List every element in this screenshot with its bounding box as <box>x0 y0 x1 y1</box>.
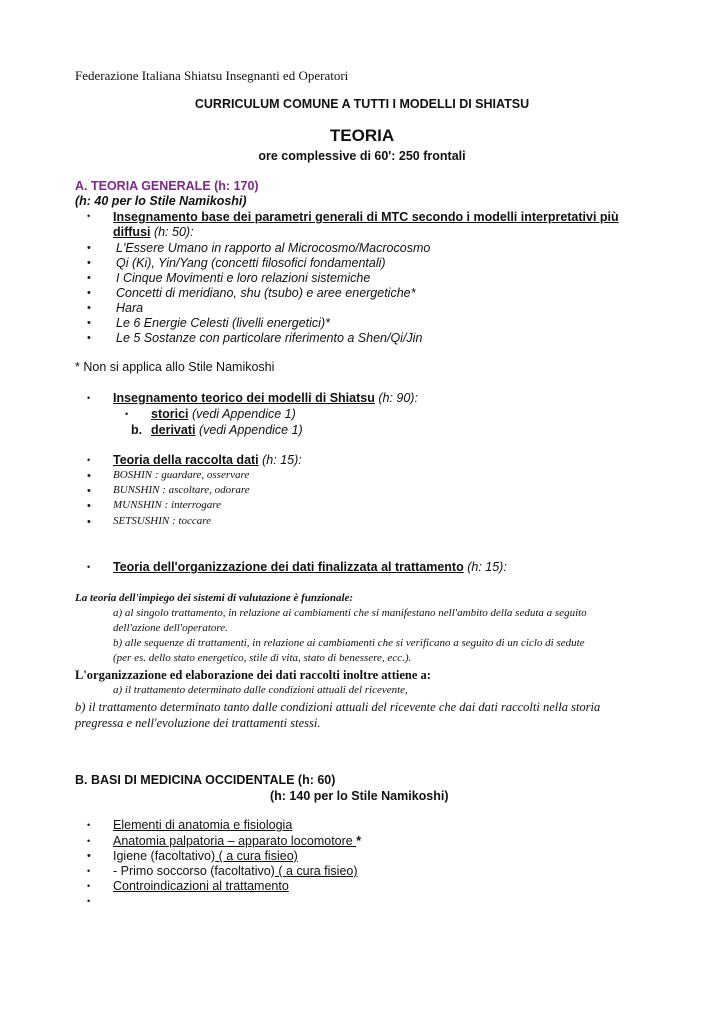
bullet-dot: • <box>87 211 91 221</box>
section-title: TEORIA <box>329 126 395 145</box>
bullet-dot: • <box>87 562 91 572</box>
data-collection-item: SETSUSHIN : toccare <box>113 515 211 527</box>
eval-b-line1: b) alle sequenze di trattamenti, in relazione ai cambiamenti che si verificano a seguito di un ciclo di sedute <box>113 637 585 649</box>
section-a-subtitle: (h: 40 per lo Stile Namikoshi) <box>75 194 247 208</box>
section-a-title: A. TEORIA GENERALE (h: 170) <box>75 179 259 193</box>
section-b-item: Elementi di anatomia e fisiologia <box>113 818 293 832</box>
bullet: • <box>87 500 91 512</box>
hours-summary: ore complessive di 60': 250 frontali <box>258 149 466 163</box>
bullet-dot: • <box>87 881 91 891</box>
item4-title-text: Teoria dell'organizzazione dei dati finalizzata al trattamento <box>113 560 464 574</box>
item2-sub1-note: (vedi Appendice 1) <box>188 407 296 421</box>
section-b-title: B. BASI DI MEDICINA OCCIDENTALE (h: 60) <box>75 773 336 787</box>
item4-hours: (h: 15): <box>463 560 507 574</box>
section-b-item4-note: ( a cura fisieo) <box>274 864 358 878</box>
bullet: • <box>87 287 91 299</box>
bullet-dot: • <box>87 820 91 830</box>
section-b-item <box>113 849 298 863</box>
sub-item: Qi (Ki), Yin/Yang (concetti filosofici fondamentali) <box>116 256 386 270</box>
bullet: • <box>87 317 91 329</box>
item2-sub2-label: derivati <box>151 423 196 437</box>
item2-title-text: Insegnamento teorico dei modelli di Shiatsu <box>113 391 375 405</box>
bullet: • <box>87 257 91 269</box>
bullet-dot: • <box>87 393 91 403</box>
data-collection-item: MUNSHIN : interrogare <box>113 499 221 511</box>
sub-item: Le 5 Sostanze con particolare riferimento a Shen/Qi/Jin <box>116 331 423 345</box>
item1-title-line1: Insegnamento base dei parametri generali di MTC secondo i modelli interpretativi più <box>113 210 619 224</box>
item2-title <box>113 391 418 405</box>
item3-hours: (h: 15): <box>258 453 302 467</box>
bullet: • <box>87 272 91 284</box>
bullet-dot: • <box>87 836 91 846</box>
sub-item: I Cinque Movimenti e loro relazioni sistemiche <box>116 271 371 285</box>
curriculum-title: CURRICULUM COMUNE A TUTTI I MODELLI DI SHIATSU <box>194 97 530 111</box>
eval-a-line2: dell'azione dell'operatore. <box>113 622 228 634</box>
bullet: • <box>87 332 91 344</box>
sub-item: Le 6 Energie Celesti (livelli energetici)* <box>116 316 330 330</box>
item3-title <box>113 453 302 467</box>
item2-sub1-label: storici <box>151 407 189 421</box>
org-heading: L'organizzazione ed elaborazione dei dati raccolti inoltre attiene a: <box>75 668 431 682</box>
item2-sub2-prefix: b. <box>131 423 143 437</box>
bullet-dot: • <box>87 455 91 465</box>
section-b-item3-text: Igiene (facoltativo) <box>113 849 216 863</box>
bullet: • <box>87 302 91 314</box>
section-b-subtitle: (h: 140 per lo Stile Namikoshi) <box>270 789 449 803</box>
bullet-dot: • <box>87 896 91 906</box>
item4-title <box>113 560 507 574</box>
item2-hours: (h: 90): <box>374 391 418 405</box>
section-b-item2-text: Anatomia palpatoria – apparato locomotore <box>113 834 357 848</box>
bullet: • <box>87 516 91 528</box>
bullet-dot: • <box>87 866 91 876</box>
data-collection-item: BOSHIN : guardare, osservare <box>113 469 250 481</box>
item2-sub1 <box>151 407 296 421</box>
bullet: • <box>87 850 91 862</box>
organization-name: Federazione Italiana Shiatsu Insegnanti ed Operatori <box>75 68 349 83</box>
section-b-item <box>113 864 358 878</box>
footnote: * Non si applica allo Stile Namikoshi <box>75 360 275 374</box>
data-collection-item: BUNSHIN : ascoltare, odorare <box>113 484 250 496</box>
eval-heading: La teoria dell'impiego dei sistemi di valutazione è funzionale: <box>75 592 354 604</box>
org-b-line2: pregressa e nell'evoluzione dei trattamenti stessi. <box>75 716 321 730</box>
item2-sub2-note: (vedi Appendice 1) <box>195 423 303 437</box>
org-a: a) il trattamento determinato dalle condizioni attuali del ricevente, <box>113 684 408 696</box>
item3-title-text: Teoria della raccolta dati <box>113 453 259 467</box>
sub-item: L'Essere Umano in rapporto al Microcosmo/Macrocosmo <box>116 241 431 255</box>
section-b-item: Controindicazioni al trattamento <box>113 879 289 893</box>
item1-title-diffusi: diffusi <box>113 225 151 239</box>
item2-sub2 <box>151 423 303 437</box>
bullet: • <box>87 485 91 497</box>
bullet-dot: • <box>125 409 129 419</box>
org-b-line1: b) il trattamento determinato tanto dalle condizioni attuali del ricevente che dai dati raccolti nella storia <box>75 700 601 714</box>
sub-item: Concetti di meridiano, shu (tsubo) e aree energetiche* <box>116 286 416 300</box>
item1-hours: (h: 50): <box>150 225 194 239</box>
item1-title-line2 <box>113 225 194 239</box>
bullet: • <box>87 242 91 254</box>
section-b-item4-text: - Primo soccorso (facoltativo) <box>113 864 275 878</box>
sub-item: Hara <box>116 301 144 315</box>
section-b-item2-star: * <box>356 834 362 848</box>
bullet: • <box>87 470 91 482</box>
eval-a-line1: a) al singolo trattamento, in relazione ai cambiamenti che si manifestano nell'ambito della seduta a seguito <box>113 607 587 619</box>
section-b-item <box>113 834 361 848</box>
section-b-item3-note: ( a cura fisieo) <box>215 849 298 863</box>
eval-b-line2: (per es. dello stato energetico, stile di vita, stato di benessere, ecc.). <box>113 652 412 664</box>
